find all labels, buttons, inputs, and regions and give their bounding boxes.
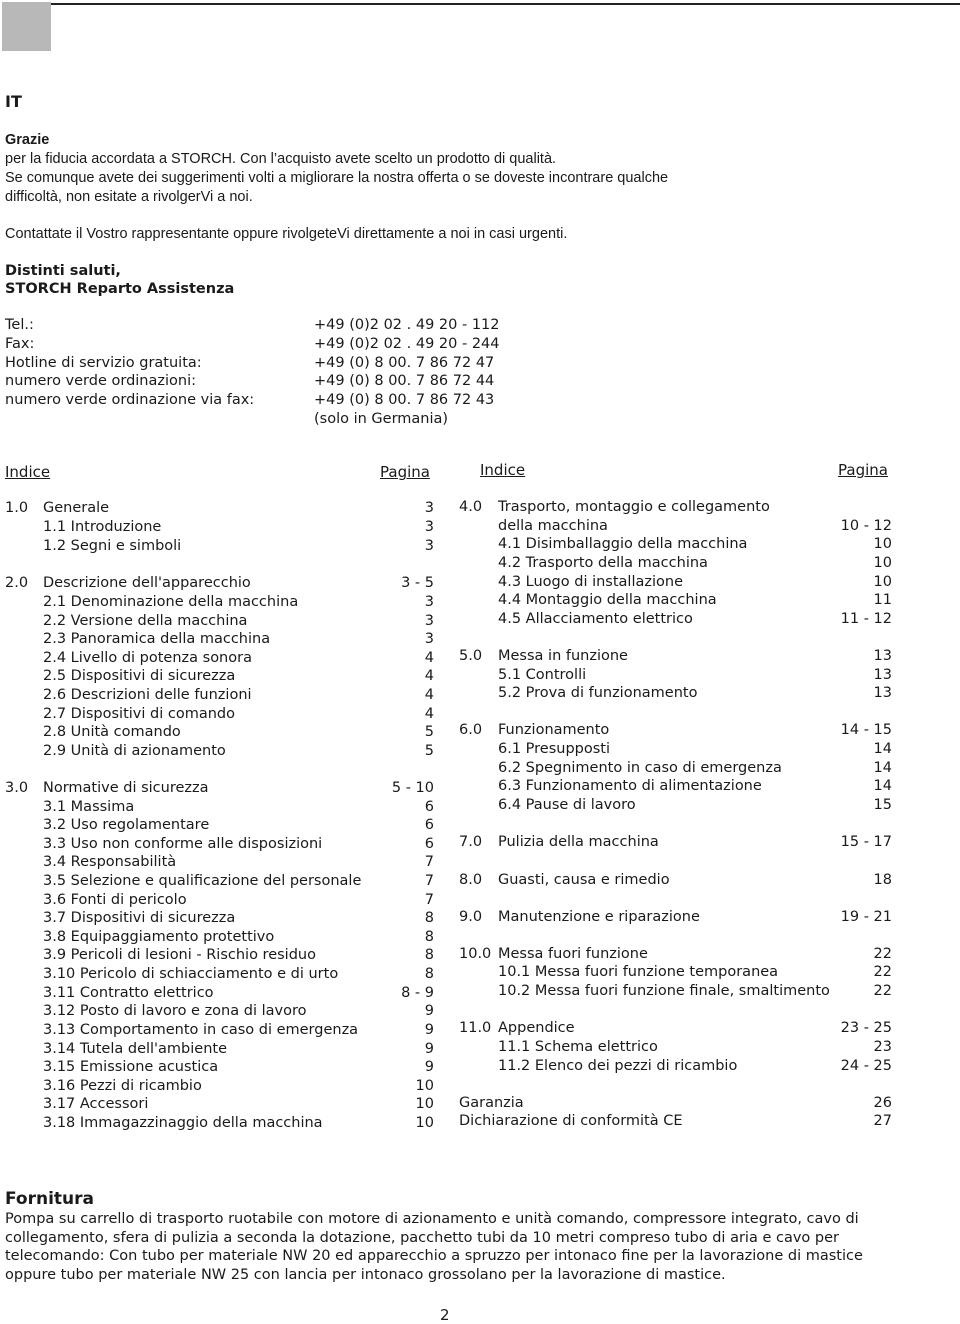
toc-entry-title: 11.2 Elenco dei pezzi di ricambio [498, 1058, 738, 1074]
toc-page-number: 11 - 12 [840, 611, 892, 627]
toc-entry [5, 965, 434, 984]
toc-section-number: 2.0 [5, 575, 29, 591]
toc-entry-title: 6.2 Spegnimento in caso di emergenza [498, 760, 782, 776]
toc-entry [459, 1038, 892, 1057]
top-rule [51, 3, 960, 5]
toc-entry-title: 3.8 Equipaggiamento protettivo [43, 929, 275, 945]
toc-page-number: 7 [424, 892, 434, 908]
toc-page-number: 22 [873, 964, 892, 980]
toc-entry-title: 2.5 Dispositivi di sicurezza [43, 668, 236, 684]
toc-section-number: 4.0 [459, 499, 483, 515]
toc-entry-title: 4.2 Trasporto della macchina [498, 555, 708, 571]
toc-entry-title: 3.18 Immagazzinaggio della macchina [43, 1115, 323, 1131]
toc-entry-title: 11.1 Schema elettrico [498, 1039, 658, 1055]
toc-entry [5, 853, 434, 872]
toc-page-number: 5 - 10 [391, 780, 434, 796]
toc-entry-title: 5.2 Prova di funzionamento [498, 685, 698, 701]
toc-entry-title: Trasporto, montaggio e collegamento [498, 499, 770, 515]
toc-entry-title: 6.3 Funzionamento di alimentazione [498, 778, 762, 794]
fornitura-title: Fornitura [5, 1189, 95, 1209]
greeting-title: Grazie [5, 132, 50, 148]
toc-page-number: 13 [873, 667, 892, 683]
toc-entry-title: 2.2 Versione della macchina [43, 613, 248, 629]
toc-entry [459, 647, 892, 666]
toc-page-number: 13 [873, 648, 892, 664]
toc-entry [459, 535, 892, 554]
toc-entry [459, 721, 892, 740]
toc-entry [459, 666, 892, 685]
toc-entry-title: 3.10 Pericolo di schiacciamento e di urto [43, 966, 339, 982]
toc-entry [5, 705, 434, 724]
toc-page-number: 10 - 12 [840, 518, 892, 534]
toc-entry [5, 1002, 434, 1021]
toc-page-number: 9 [424, 1041, 434, 1057]
toc-entry [5, 518, 434, 537]
toc-section-number: 9.0 [459, 909, 483, 925]
toc-entry-title: 10.1 Messa fuori funzione temporanea [498, 964, 779, 980]
toc-entry-title: 3.14 Tutela dell'ambiente [43, 1041, 227, 1057]
contact-label: numero verde ordinazione via fax: [5, 392, 255, 408]
toc-entry-title: 10.2 Messa fuori funzione finale, smaltimento [498, 983, 830, 999]
toc-entry-title: 5.1 Controlli [498, 667, 587, 683]
contact-label: Fax: [5, 336, 35, 352]
toc-entry [459, 796, 892, 815]
toc-entry-title: 2.4 Livello di potenza sonora [43, 650, 252, 666]
closing: Distinti saluti, [5, 263, 121, 279]
toc-page-number: 8 [424, 966, 434, 982]
greeting-line-2: Se comunque avete dei suggerimenti volti a migliorare la nostra offerta o se doveste incontrare qualche difficoltà, non esitate a rivolgerVi a noi. [5, 170, 669, 205]
toc-entry [5, 891, 434, 910]
toc-entry-title: Normative di sicurezza [43, 780, 209, 796]
toc-entry [459, 610, 892, 629]
toc-page-number: 8 [424, 910, 434, 926]
toc-page-number: 4 [424, 706, 434, 722]
toc-entry-title: 2.7 Dispositivi di comando [43, 706, 235, 722]
toc-entry [5, 723, 434, 742]
toc-entry [459, 1019, 892, 1038]
contact-value: +49 (0)2 02 . 49 20 - 244 [314, 336, 500, 352]
toc-entry [459, 591, 892, 610]
toc-entry-title: 3.9 Pericoli di lesioni - Rischio residuo [43, 947, 316, 963]
toc-entry [459, 1057, 892, 1076]
toc-page-number: 3 [424, 631, 434, 647]
toc-page-number: 6 [424, 836, 434, 852]
toc-section-number: 6.0 [459, 722, 483, 738]
toc-page-number: 13 [873, 685, 892, 701]
toc-page-number: 23 - 25 [840, 1020, 892, 1036]
toc-entry-title: 3.16 Pezzi di ricambio [43, 1078, 202, 1094]
toc-page-number: 7 [424, 854, 434, 870]
contact-value: +49 (0) 8 00. 7 86 72 43 [314, 392, 495, 408]
toc-entry-title: 3.7 Dispositivi di sicurezza [43, 910, 236, 926]
toc-page-number: 10 [873, 574, 892, 590]
toc-page-number: 8 [424, 947, 434, 963]
toc-section-number: 8.0 [459, 872, 483, 888]
toc-entry-title: 4.3 Luogo di installazione [498, 574, 683, 590]
toc-entry-title: 3.2 Uso regolamentare [43, 817, 210, 833]
toc-entry [5, 537, 434, 556]
toc-entry-title: 2.6 Descrizioni delle funzioni [43, 687, 252, 703]
greeting-line-1: per la fiducia accordata a STORCH. Con l’acquisto avete scelto un prodotto di qualità. [5, 151, 557, 167]
toc-entry [459, 871, 892, 890]
toc-entry-title: Descrizione dell'apparecchio [43, 575, 251, 591]
toc-left-page-header: Pagina [380, 463, 430, 481]
toc-entry-title: 4.5 Allacciamento elettrico [498, 611, 693, 627]
toc-section-number: 10.0 [459, 946, 492, 962]
toc-page-number: 9 [424, 1003, 434, 1019]
toc-entry [5, 798, 434, 817]
toc-entry-title: 1.1 Introduzione [43, 519, 162, 535]
toc-entry [459, 963, 892, 982]
toc-section-number: 11.0 [459, 1020, 492, 1036]
toc-entry [5, 816, 434, 835]
toc-page-number: 9 [424, 1059, 434, 1075]
toc-entry [459, 833, 892, 852]
toc-entry-title: 3.6 Fonti di pericolo [43, 892, 187, 908]
toc-page-number: 10 [873, 536, 892, 552]
toc-entry [5, 946, 434, 965]
toc-entry [5, 835, 434, 854]
toc-entry [5, 984, 434, 1003]
contact-value: +49 (0) 8 00. 7 86 72 47 [314, 355, 495, 371]
toc-page-number: 8 [424, 929, 434, 945]
toc-entry-title: 6.4 Pause di lavoro [498, 797, 636, 813]
toc-page-number: 3 [424, 519, 434, 535]
contact-label: Tel.: [5, 317, 34, 333]
toc-page-number: 11 [873, 592, 892, 608]
toc-entry [5, 1114, 434, 1133]
toc-page-number: 5 [424, 743, 434, 759]
toc-page-number: 3 [424, 538, 434, 554]
toc-page-number: 3 - 5 [401, 575, 434, 591]
toc-entry-title: 3.17 Accessori [43, 1096, 149, 1112]
toc-section-number: 1.0 [5, 500, 29, 516]
toc-entry [5, 1058, 434, 1077]
toc-entry-title: 6.1 Presupposti [498, 741, 611, 757]
toc-entry [459, 573, 892, 592]
toc-page-number: 3 [424, 500, 434, 516]
toc-entry [5, 1077, 434, 1096]
toc-entry-title: Appendice [498, 1020, 575, 1036]
toc-entry [5, 499, 434, 518]
toc-entry-title: Generale [43, 500, 110, 516]
toc-entry-title: della macchina [498, 518, 608, 534]
contact-value: +49 (0)2 02 . 49 20 - 112 [314, 317, 500, 333]
toc-entry [5, 630, 434, 649]
contact-value: +49 (0) 8 00. 7 86 72 44 [314, 373, 495, 389]
toc-entry-title: Garanzia [459, 1095, 524, 1111]
toc-page-number: 14 [873, 778, 892, 794]
toc-entry-title: 3.4 Responsabilità [43, 854, 177, 870]
toc-entry [459, 908, 892, 927]
toc-page-number: 18 [873, 872, 892, 888]
language-label: IT [5, 92, 22, 111]
toc-page-number: 26 [873, 1095, 892, 1111]
toc-entry [459, 684, 892, 703]
toc-entry-title: Pulizia della macchina [498, 834, 659, 850]
toc-page-number: 15 [873, 797, 892, 813]
toc-entry [5, 1040, 434, 1059]
toc-entry [459, 777, 892, 796]
toc-entry-title: 3.13 Comportamento in caso di emergenza [43, 1022, 359, 1038]
toc-entry [5, 928, 434, 947]
toc-entry [5, 1095, 434, 1114]
toc-entry [5, 574, 434, 593]
toc-entry-title: 3.11 Contratto elettrico [43, 985, 214, 1001]
toc-entry-title: 2.1 Denominazione della macchina [43, 594, 299, 610]
toc-page-number: 23 [873, 1039, 892, 1055]
toc-section-number: 3.0 [5, 780, 29, 796]
toc-entry [459, 517, 892, 536]
toc-page-number: 6 [424, 799, 434, 815]
toc-entry [459, 498, 892, 517]
toc-entry-title: 4.4 Montaggio della macchina [498, 592, 717, 608]
toc-entry-title: 3.5 Selezione e qualificazione del personale [43, 873, 362, 889]
toc-page-number: 27 [873, 1113, 892, 1129]
corner-color-block [2, 2, 51, 51]
toc-right-index-header: Indice [480, 461, 526, 479]
toc-entry [459, 982, 892, 1001]
toc-right-page-header: Pagina [838, 461, 888, 479]
toc-page-number: 14 [873, 760, 892, 776]
toc-entry-title: Manutenzione e riparazione [498, 909, 700, 925]
toc-entry-title: Messa fuori funzione [498, 946, 648, 962]
toc-entry-title: 3.15 Emissione acustica [43, 1059, 219, 1075]
toc-page-number: 4 [424, 687, 434, 703]
toc-page-number: 24 - 25 [840, 1058, 892, 1074]
toc-page-number: 10 [415, 1096, 434, 1112]
toc-entry [5, 593, 434, 612]
toc-page-number: 14 [873, 741, 892, 757]
toc-entry [459, 740, 892, 759]
toc-entry [459, 759, 892, 778]
toc-entry-title: 3.12 Posto di lavoro e zona di lavoro [43, 1003, 307, 1019]
toc-entry-title: 1.2 Segni e simboli [43, 538, 182, 554]
signature: STORCH Reparto Assistenza [5, 281, 235, 297]
toc-entry [5, 1021, 434, 1040]
toc-entry [5, 649, 434, 668]
toc-entry [5, 667, 434, 686]
contact-label: Hotline di servizio gratuita: [5, 355, 202, 371]
toc-page-number: 22 [873, 983, 892, 999]
toc-page-number: 3 [424, 613, 434, 629]
toc-entry [459, 1112, 892, 1131]
page-number: 2 [440, 1306, 450, 1324]
toc-entry [459, 945, 892, 964]
toc-entry-title: 3.1 Massima [43, 799, 135, 815]
toc-page-number: 14 - 15 [840, 722, 892, 738]
toc-page-number: 5 [424, 724, 434, 740]
toc-entry-title: 2.8 Unità comando [43, 724, 181, 740]
toc-entry-title: 4.1 Disimballaggio della macchina [498, 536, 748, 552]
toc-entry-title: 2.3 Panoramica della macchina [43, 631, 271, 647]
toc-entry [5, 742, 434, 761]
toc-page-number: 22 [873, 946, 892, 962]
toc-page-number: 10 [873, 555, 892, 571]
toc-entry-title: 3.3 Uso non conforme alle disposizioni [43, 836, 323, 852]
toc-page-number: 4 [424, 668, 434, 684]
toc-left-index-header: Indice [5, 463, 51, 481]
toc-entry [5, 779, 434, 798]
toc-entry [5, 612, 434, 631]
toc-page-number: 10 [415, 1115, 434, 1131]
toc-page-number: 19 - 21 [840, 909, 892, 925]
toc-entry [5, 686, 434, 705]
toc-page-number: 9 [424, 1022, 434, 1038]
toc-entry [459, 554, 892, 573]
toc-section-number: 7.0 [459, 834, 483, 850]
toc-entry-title: Guasti, causa e rimedio [498, 872, 670, 888]
toc-entry [5, 872, 434, 891]
fornitura-text: Pompa su carrello di trasporto ruotabile con motore di azionamento e unità comando, compressore integrato, cavo di collegamento, sfera di pulizia a seconda la dotazione, pacchetto tubi da 10 metri compreso tubo di aria e cavo per telecomando: Con tubo per materiale NW 20 ed apparecchio a spruzzo per intonaco fine per la lavorazione di mastice oppure tubo per materiale NW 25 con lancia per intonaco grossolano per la lavorazione di mastice. [5, 1211, 863, 1283]
toc-entry-title: 2.9 Unità di azionamento [43, 743, 226, 759]
toc-entry [459, 1094, 892, 1113]
contact-label: numero verde ordinazioni: [5, 373, 196, 389]
toc-entry-title: Dichiarazione di conformità CE [459, 1113, 683, 1129]
toc-page-number: 15 - 17 [840, 834, 892, 850]
toc-page-number: 8 - 9 [401, 985, 434, 1001]
toc-page-number: 3 [424, 594, 434, 610]
toc-entry-title: Messa in funzione [498, 648, 628, 664]
toc-page-number: 4 [424, 650, 434, 666]
contact-value: (solo in Germania) [314, 411, 449, 427]
toc-page-number: 6 [424, 817, 434, 833]
contact-line: Contattate il Vostro rappresentante oppure rivolgeteVi direttamente a noi in casi urgenti. [5, 226, 568, 242]
toc-section-number: 5.0 [459, 648, 483, 664]
toc-page-number: 10 [415, 1078, 434, 1094]
toc-entry [5, 909, 434, 928]
toc-entry-title: Funzionamento [498, 722, 610, 738]
toc-page-number: 7 [424, 873, 434, 889]
